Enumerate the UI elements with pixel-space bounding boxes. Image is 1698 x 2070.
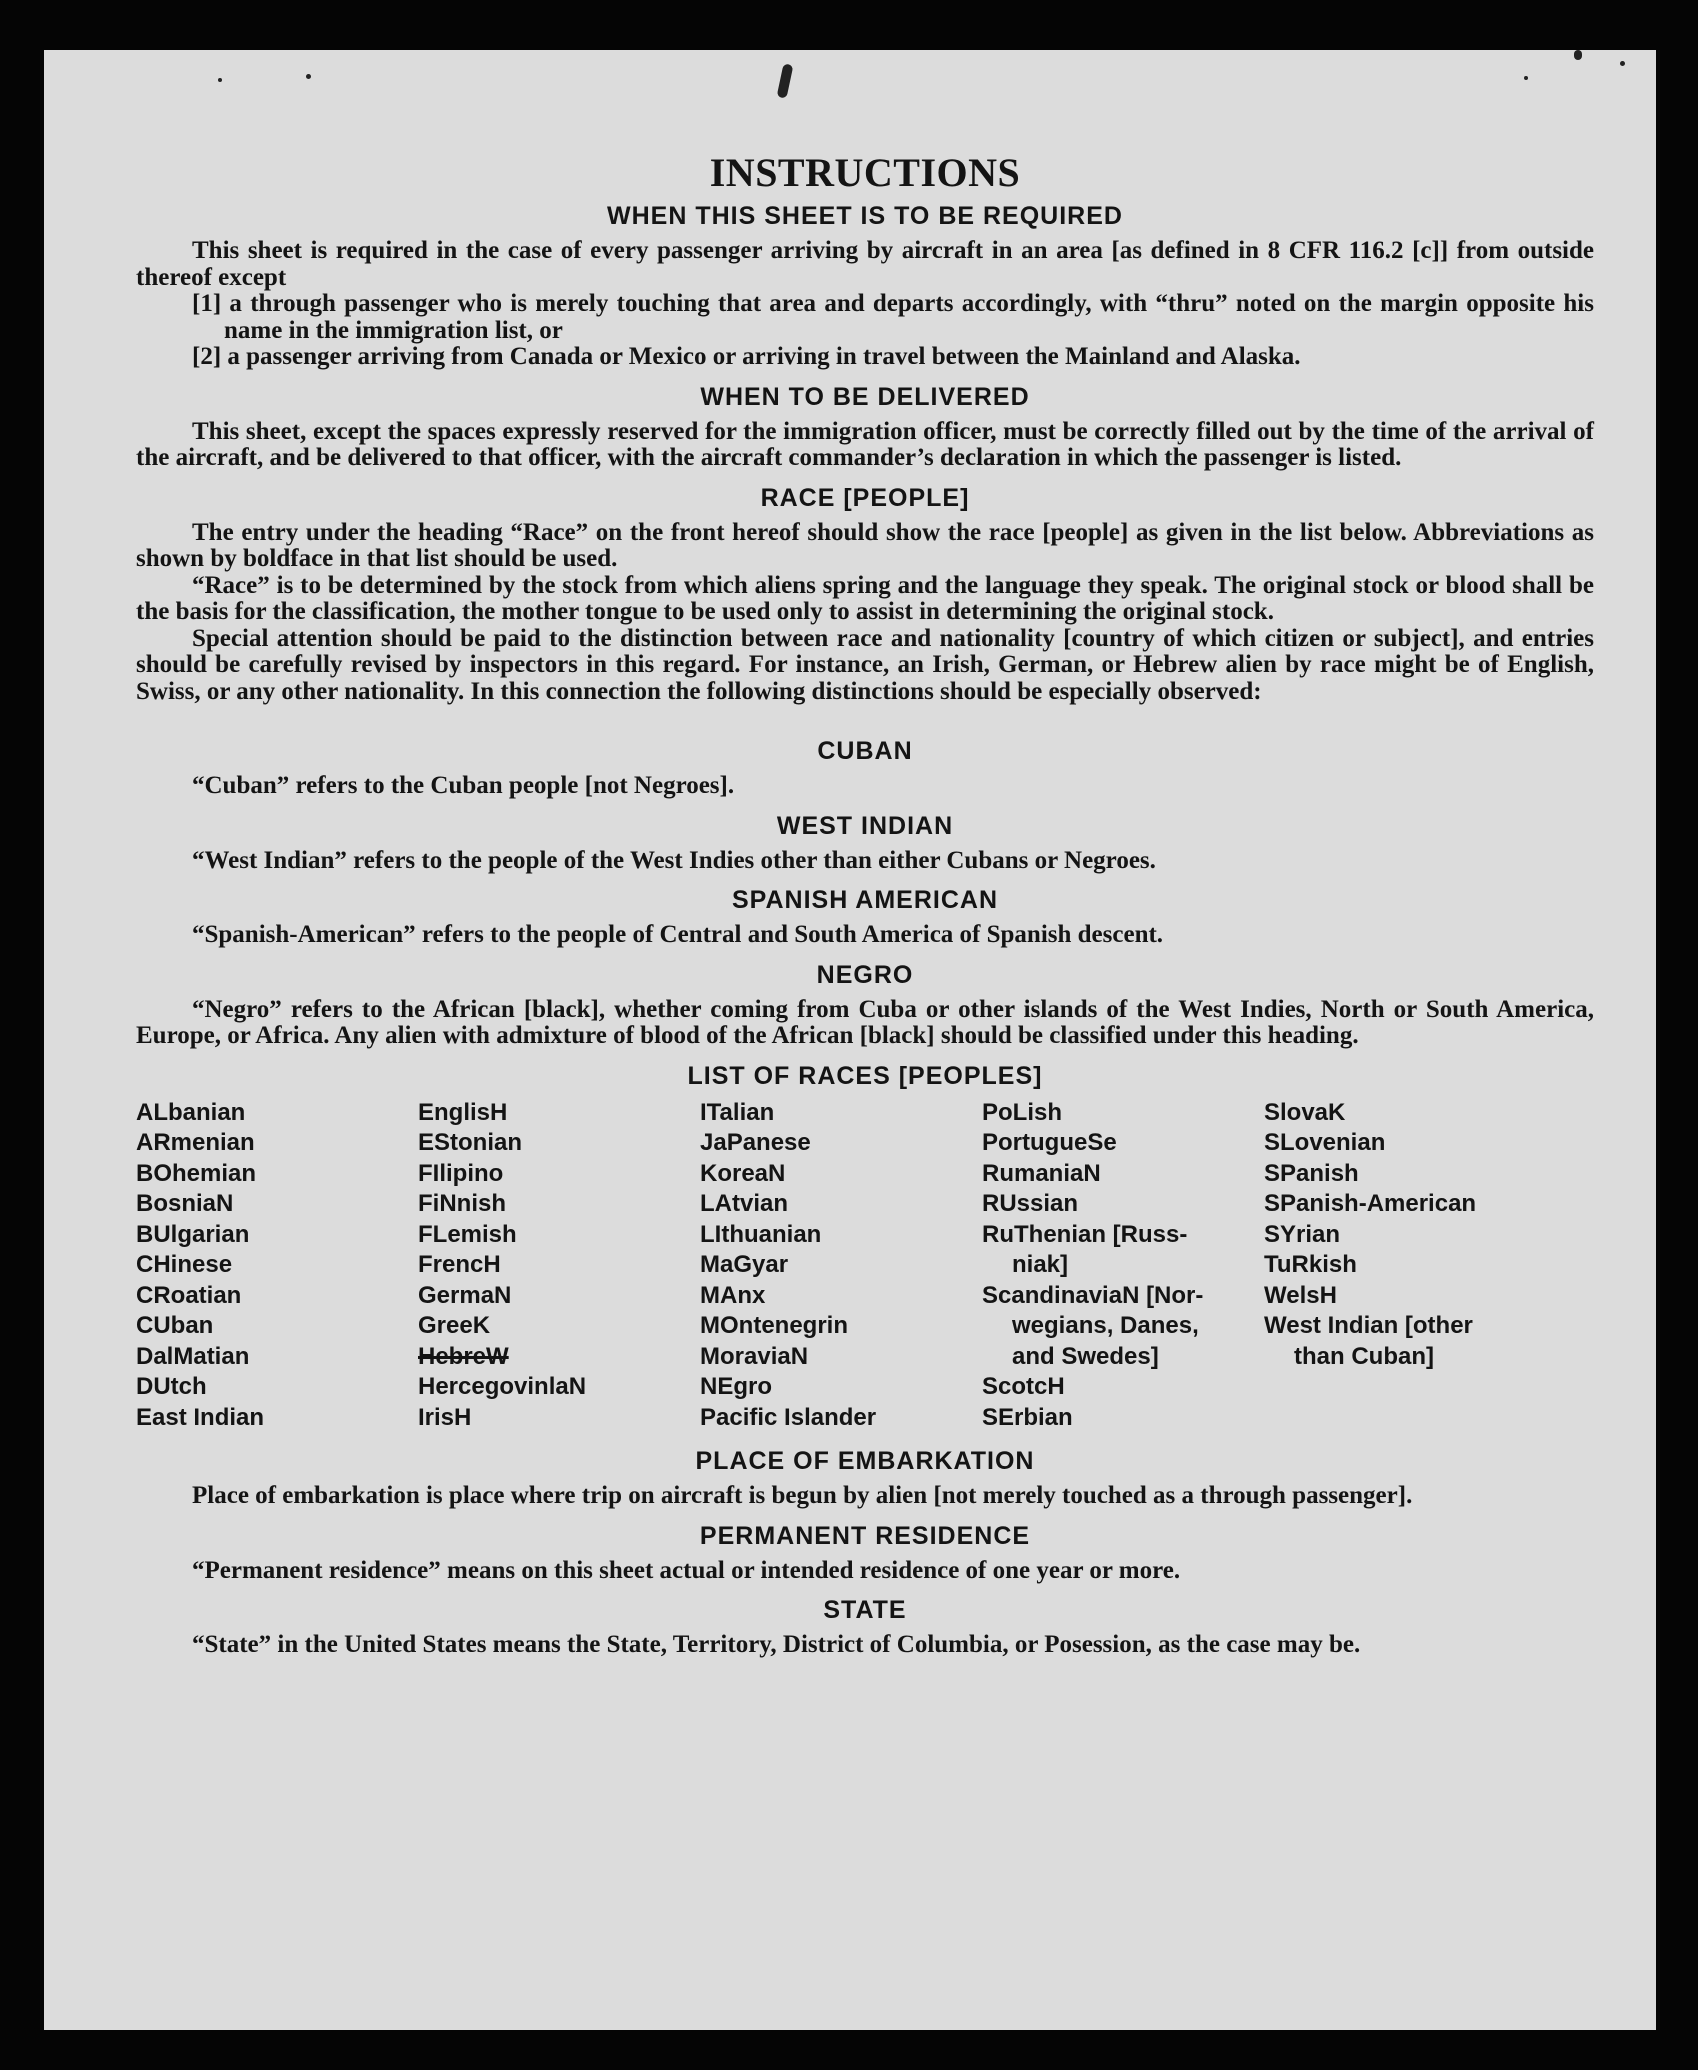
- race-item: RuThenian [Russ-: [982, 1220, 1188, 1248]
- document-sheet: [44, 50, 1656, 2030]
- scan-speck: [777, 63, 794, 98]
- scan-speck: [1620, 61, 1625, 66]
- state-text: “State” in the United States means the State, Territory, District of Columbia, or Posession, as the case may be.: [192, 1631, 1361, 1658]
- race-item: ScotcH: [982, 1373, 1065, 1400]
- race-item: FrencH: [418, 1251, 501, 1278]
- heading-embarkation: PLACE OF EMBARKATION: [695, 1447, 1035, 1475]
- heading-race: RACE [PEOPLE]: [760, 483, 970, 512]
- race-item: ScandinaviaN [Nor-: [982, 1281, 1204, 1309]
- when-delivered-text: This sheet, except the spaces expressly reserved for the immigration officer, must be correctly filled out by the time of the arrival of the aircraft, and be delivered to that officer, with the aircraft commander’s declaration in which the passenger is listed.: [136, 417, 1594, 471]
- scan-speck: [306, 74, 311, 79]
- page-title: INSTRUCTIONS: [709, 150, 1021, 195]
- race-column-2: [418, 1098, 700, 1434]
- cuban-text: “Cuban” refers to the Cuban people [not Negroes].: [192, 772, 735, 799]
- when-required-item-1: [1] a through passenger who is merely touching that area and departs accordingly, with “thru” noted on the margin opposite his name in the immigration list, or: [192, 290, 1594, 344]
- scan-speck: [218, 78, 222, 82]
- race-column-5: [1264, 1098, 1546, 1434]
- heading-list-of-races: LIST OF RACES [PEOPLES]: [687, 1061, 1043, 1090]
- spanish-american-text: “Spanish-American” refers to the people of Central and South America of Spanish descent.: [192, 921, 1164, 948]
- negro-text: “Negro” refers to the African [black], whether coming from Cuba or other islands of the West Indies, North or South America, Europe, or Africa. Any alien with admixture of blood of the African [black] should be classified under this heading.: [136, 995, 1594, 1049]
- race-item: ARmenian: [136, 1129, 255, 1156]
- race-item: SPanish-American: [1264, 1190, 1477, 1217]
- race-column-4: [982, 1098, 1264, 1434]
- race-item-struck-through: HebreW: [418, 1342, 509, 1370]
- race-item: LIthuanian: [700, 1220, 822, 1248]
- embarkation-text: Place of embarkation is place where trip on aircraft is begun by alien [not merely touched as a through passenger].: [192, 1482, 1413, 1509]
- race-item: HercegovinlaN: [418, 1373, 587, 1400]
- race-item: CUban: [136, 1312, 214, 1339]
- race-item: TuRkish: [1264, 1251, 1357, 1278]
- race-item: FiNnish: [418, 1190, 506, 1217]
- race-item: MOntenegrin: [700, 1312, 848, 1339]
- race-item-continued: and Swedes]: [1012, 1342, 1159, 1370]
- race-item-continued: niak]: [1012, 1251, 1069, 1278]
- race-item: BOhemian: [136, 1159, 257, 1187]
- race-item: IrisH: [418, 1403, 472, 1431]
- race-item: DalMatian: [136, 1342, 250, 1370]
- race-item: NEgro: [700, 1373, 772, 1400]
- heading-west-indian: WEST INDIAN: [776, 811, 954, 840]
- race-paragraph-3: Special attention should be paid to the distinction between race and nationality [country of which citizen or subject], and entries should be carefully revised by inspectors in this regard. For instance, an Irish, German, or Hebrew alien by race might be of English, Swiss, or any other nationality. In this connection the following distinctions should be especially observed:: [136, 624, 1594, 705]
- race-item: KoreaN: [700, 1159, 786, 1187]
- race-item: ALbanian: [136, 1098, 246, 1126]
- instructions-content: [136, 150, 1594, 1659]
- race-item: EStonian: [418, 1129, 523, 1156]
- race-item: West Indian [other: [1264, 1312, 1473, 1339]
- race-item: MoraviaN: [700, 1342, 809, 1370]
- race-item: BosniaN: [136, 1190, 234, 1217]
- race-paragraph-1: The entry under the heading “Race” on the front hereof should show the race [people] as given in the list below. Abbreviations as shown by boldface in that list should be used.: [136, 518, 1594, 572]
- heading-permanent-residence: PERMANENT RESIDENCE: [699, 1521, 1031, 1550]
- race-item: FIlipino: [418, 1159, 504, 1187]
- race-item: PortugueSe: [982, 1129, 1117, 1156]
- scan-speck: [1524, 76, 1528, 80]
- when-required-intro: This sheet is required in the case of every passenger arriving by aircraft in an area [as defined in 8 CFR 116.2 [c]] from outside thereof except: [136, 237, 1594, 291]
- race-item: WelsH: [1264, 1281, 1337, 1309]
- race-item: SLovenian: [1264, 1129, 1386, 1156]
- when-required-item-2: [2] a passenger arriving from Canada or Mexico or arriving in travel between the Mainland and Alaska.: [192, 343, 1301, 370]
- race-item: GermaN: [418, 1281, 512, 1309]
- heading-negro: NEGRO: [816, 960, 914, 989]
- race-item: SYrian: [1264, 1220, 1341, 1248]
- race-item: East Indian: [136, 1403, 265, 1431]
- race-item: LAtvian: [700, 1190, 789, 1217]
- race-item: RumaniaN: [982, 1159, 1101, 1187]
- race-item-continued: wegians, Danes,: [1012, 1312, 1199, 1339]
- race-item: SPanish: [1264, 1159, 1359, 1187]
- race-item: CHinese: [136, 1251, 233, 1278]
- heading-when-required: WHEN THIS SHEET IS TO BE REQUIRED: [607, 202, 1123, 230]
- scan-speck: [1574, 50, 1582, 60]
- race-item: CRoatian: [136, 1281, 242, 1309]
- race-paragraph-2: “Race” is to be determined by the stock from which aliens spring and the language they speak. The original stock or blood shall be the basis for the classification, the mother tongue to be used only to assist in determining the original stock.: [136, 571, 1594, 625]
- heading-state: STATE: [823, 1596, 907, 1624]
- permanent-residence-text: “Permanent residence” means on this sheet actual or intended residence of one year or more.: [192, 1556, 1181, 1584]
- west-indian-text: “West Indian” refers to the people of the West Indies other than either Cubans or Negroes.: [192, 846, 1156, 874]
- race-item: DUtch: [136, 1373, 207, 1400]
- race-item: FLemish: [418, 1220, 517, 1248]
- race-column-1: [136, 1098, 418, 1434]
- race-item: RUssian: [982, 1190, 1079, 1217]
- heading-spanish-american: SPANISH AMERICAN: [731, 886, 998, 914]
- race-item: SErbian: [982, 1403, 1073, 1431]
- race-item: ITalian: [700, 1098, 775, 1126]
- race-item: PoLish: [982, 1098, 1063, 1126]
- race-column-3: [700, 1098, 982, 1434]
- race-item: SlovaK: [1264, 1098, 1346, 1126]
- race-item: MAnx: [700, 1281, 766, 1309]
- race-list: [136, 1098, 1594, 1434]
- race-item-continued: than Cuban]: [1294, 1342, 1434, 1370]
- race-item: EnglisH: [418, 1098, 508, 1126]
- race-item: JaPanese: [700, 1129, 811, 1156]
- heading-cuban: CUBAN: [817, 737, 913, 765]
- heading-when-delivered: WHEN TO BE DELIVERED: [700, 382, 1030, 411]
- race-item: MaGyar: [700, 1251, 789, 1278]
- race-item: GreeK: [418, 1312, 491, 1339]
- race-item: BUlgarian: [136, 1220, 250, 1248]
- race-item: Pacific Islander: [700, 1403, 877, 1431]
